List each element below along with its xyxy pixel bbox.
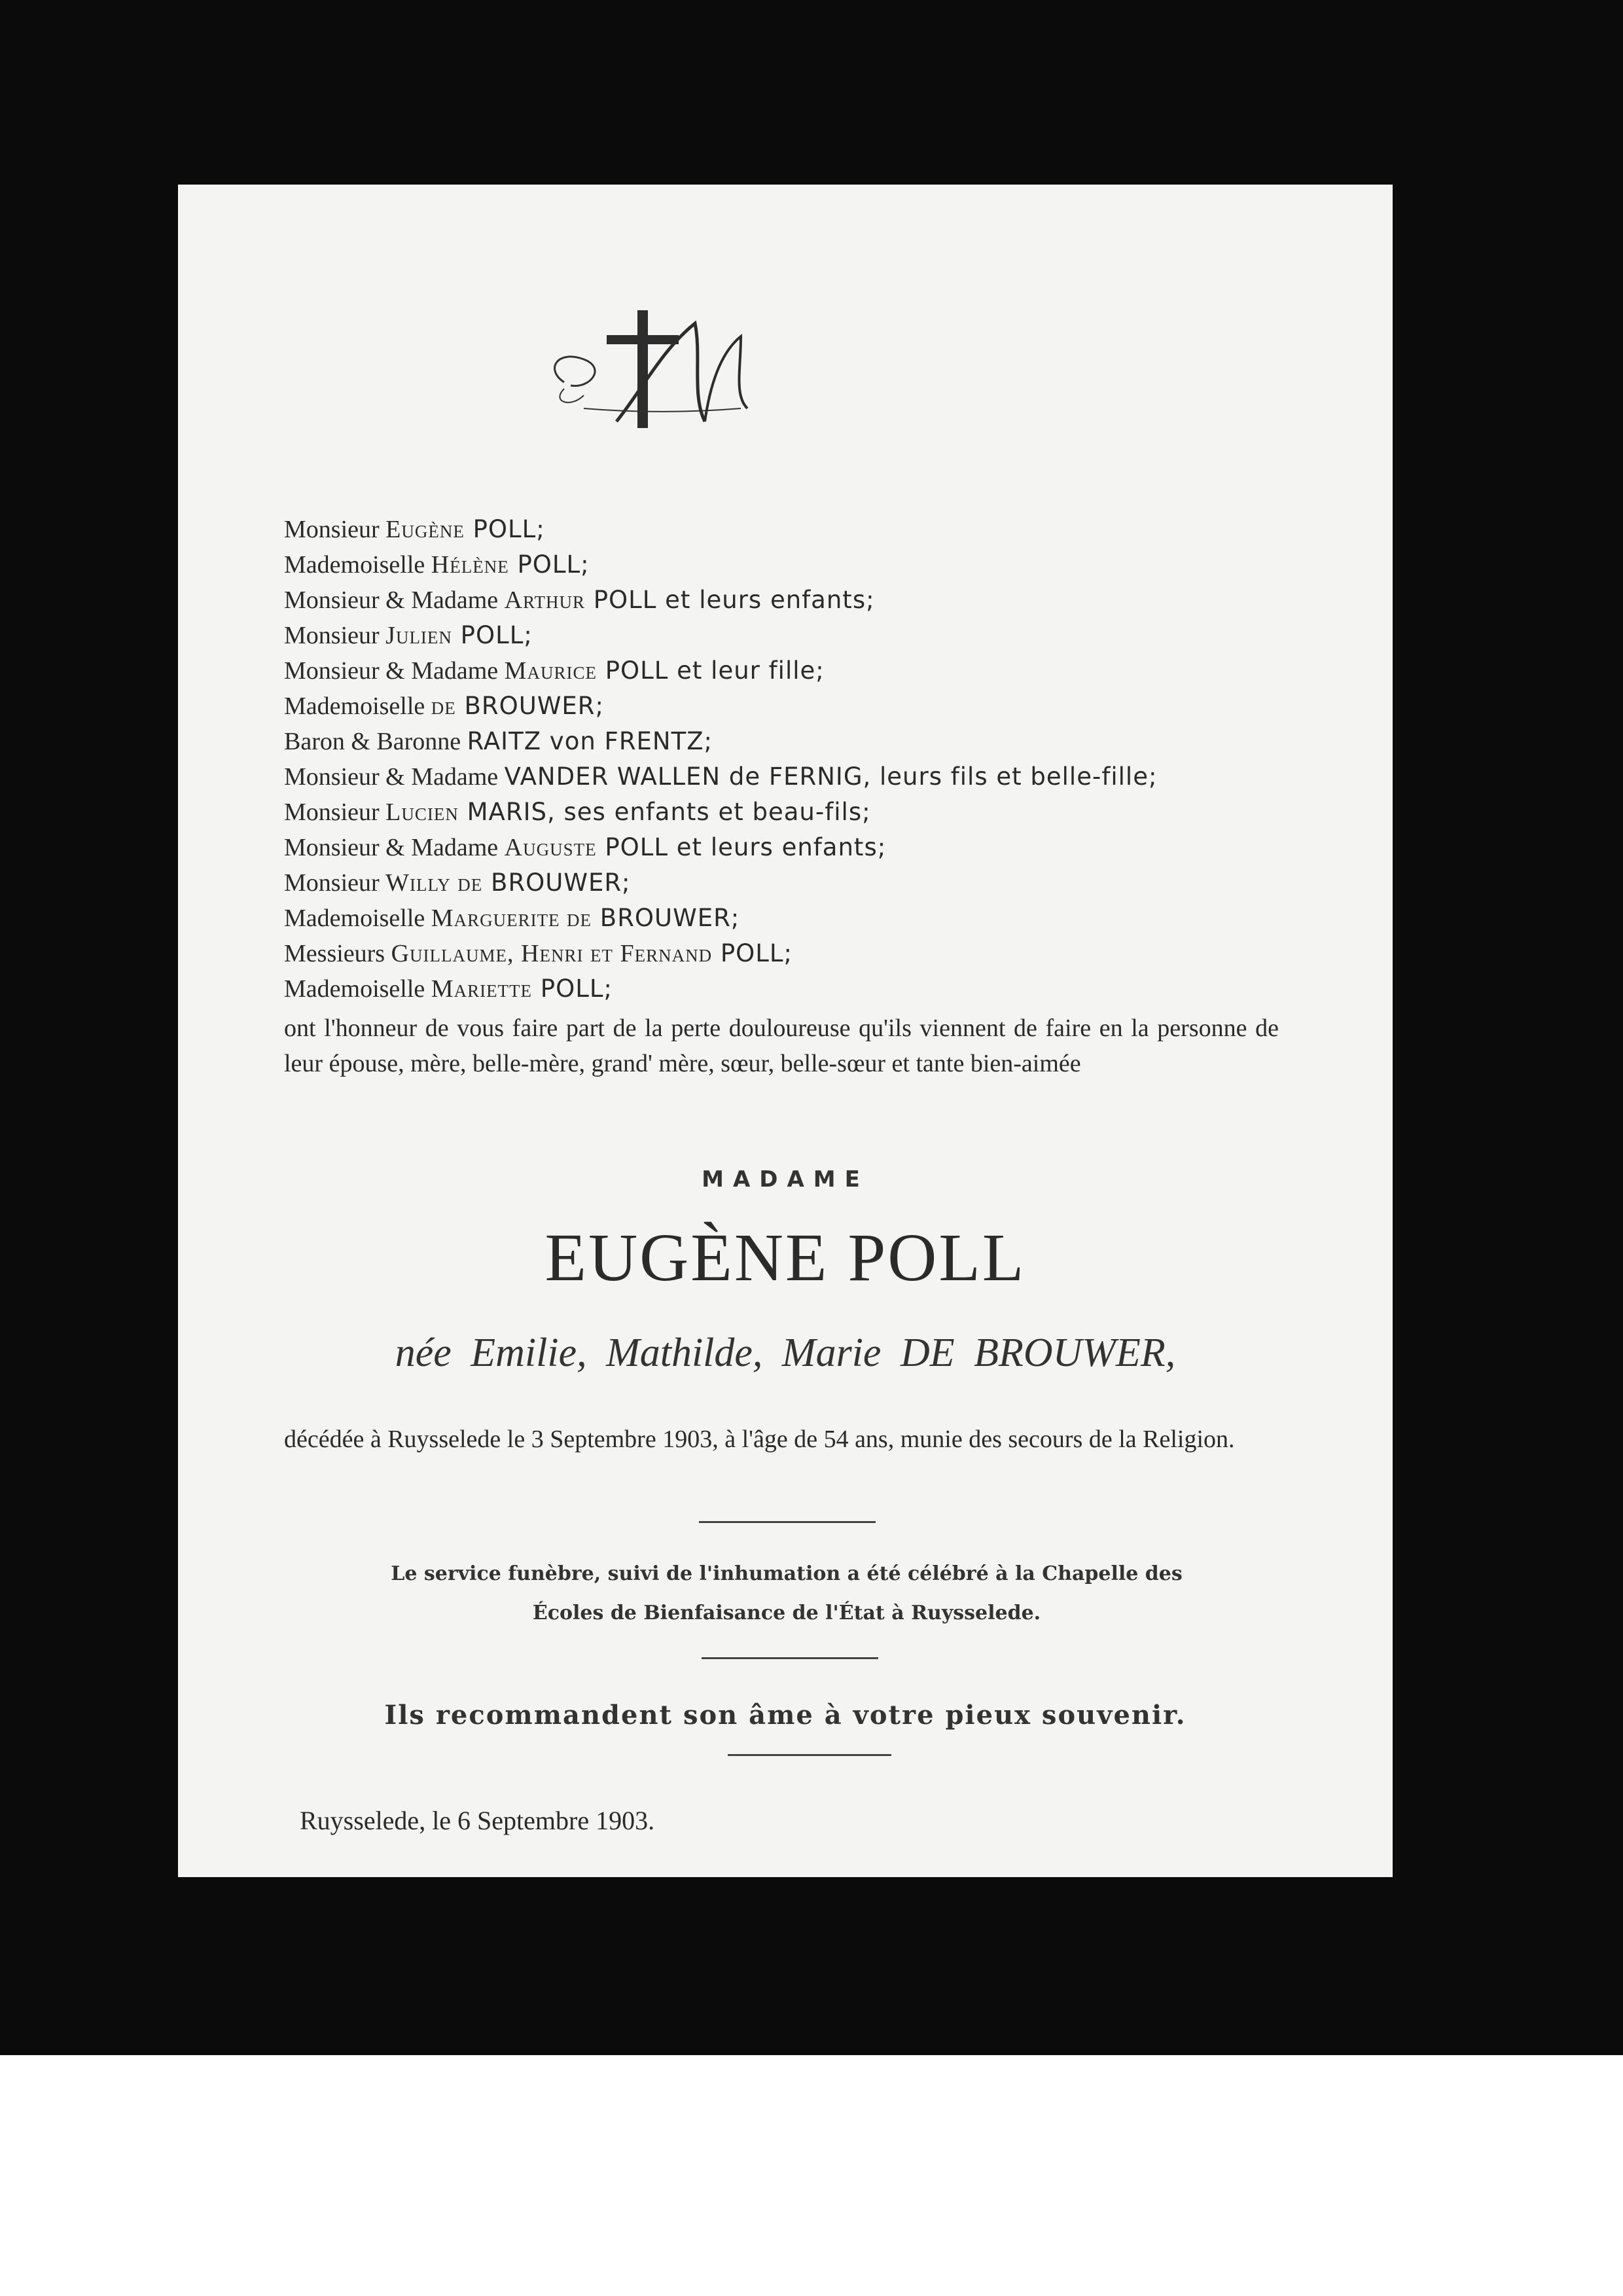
prayer-line: Ils recommandent son âme à votre pieux souvenir. xyxy=(384,1700,1186,1731)
family-line: Mademoiselle Mariette POLL; xyxy=(284,975,613,1003)
announcement-text: ont l'honneur de vous faire part de la perte douloureuse qu'ils viennent de faire en la personne de leur épouse, mère, belle-mère, grand' mère, sœur, belle-sœur et tante bien-aimée xyxy=(284,1014,1279,1077)
family-line: Monsieur Julien POLL; xyxy=(284,621,533,649)
death-notice: décédée à Ruysselede le 3 Septembre 1903, à l'âge de 54 ans, munie des secours de la Religion. xyxy=(284,1426,1235,1453)
deceased-title: MADAME xyxy=(702,1166,869,1193)
family-line: Monsieur & Madame VANDER WALLEN de FERNIG, leurs fils et belle-fille; xyxy=(284,762,1158,791)
maiden-name: née Emilie, Mathilde, Marie DE BROUWER, xyxy=(395,1331,1176,1375)
service-line-1: Le service funèbre, suivi de l'inhumation a été célébré à la Chapelle des xyxy=(391,1562,1183,1585)
divider xyxy=(702,1657,878,1659)
family-line: Monsieur Willy de BROUWER; xyxy=(284,869,631,897)
family-line: Mademoiselle de BROUWER; xyxy=(284,692,604,720)
family-line: Monsieur Lucien MARIS, ses enfants et beau-fils; xyxy=(284,798,871,826)
place-and-date: Ruysselede, le 6 Septembre 1903. xyxy=(300,1806,655,1835)
family-line: Monsieur & Madame Auguste POLL et leurs enfants; xyxy=(284,833,887,861)
deceased-name: EUGÈNE POLL xyxy=(544,1220,1026,1295)
family-line: Messieurs Guillaume, Henri et Fernand POLL; xyxy=(284,939,793,967)
family-list xyxy=(284,512,1357,1007)
family-line: Baron & Baronne RAITZ von FRENTZ; xyxy=(284,727,713,755)
family-line: Monsieur & Madame Arthur POLL et leurs enfants; xyxy=(284,586,875,614)
funeral-service-text xyxy=(276,1554,1297,1633)
cross-monogram-icon xyxy=(544,297,754,441)
divider xyxy=(728,1754,891,1756)
family-line: Monsieur & Madame Maurice POLL et leur fille; xyxy=(284,656,825,685)
divider xyxy=(699,1521,876,1523)
family-line: Mademoiselle Hélène POLL; xyxy=(284,550,590,579)
mourning-card xyxy=(178,185,1393,1877)
family-line: Monsieur Eugène POLL; xyxy=(284,515,545,543)
service-line-2: Écoles de Bienfaisance de l'État à Ruysselede. xyxy=(532,1602,1041,1624)
family-line: Mademoiselle Marguerite de BROUWER; xyxy=(284,904,740,932)
